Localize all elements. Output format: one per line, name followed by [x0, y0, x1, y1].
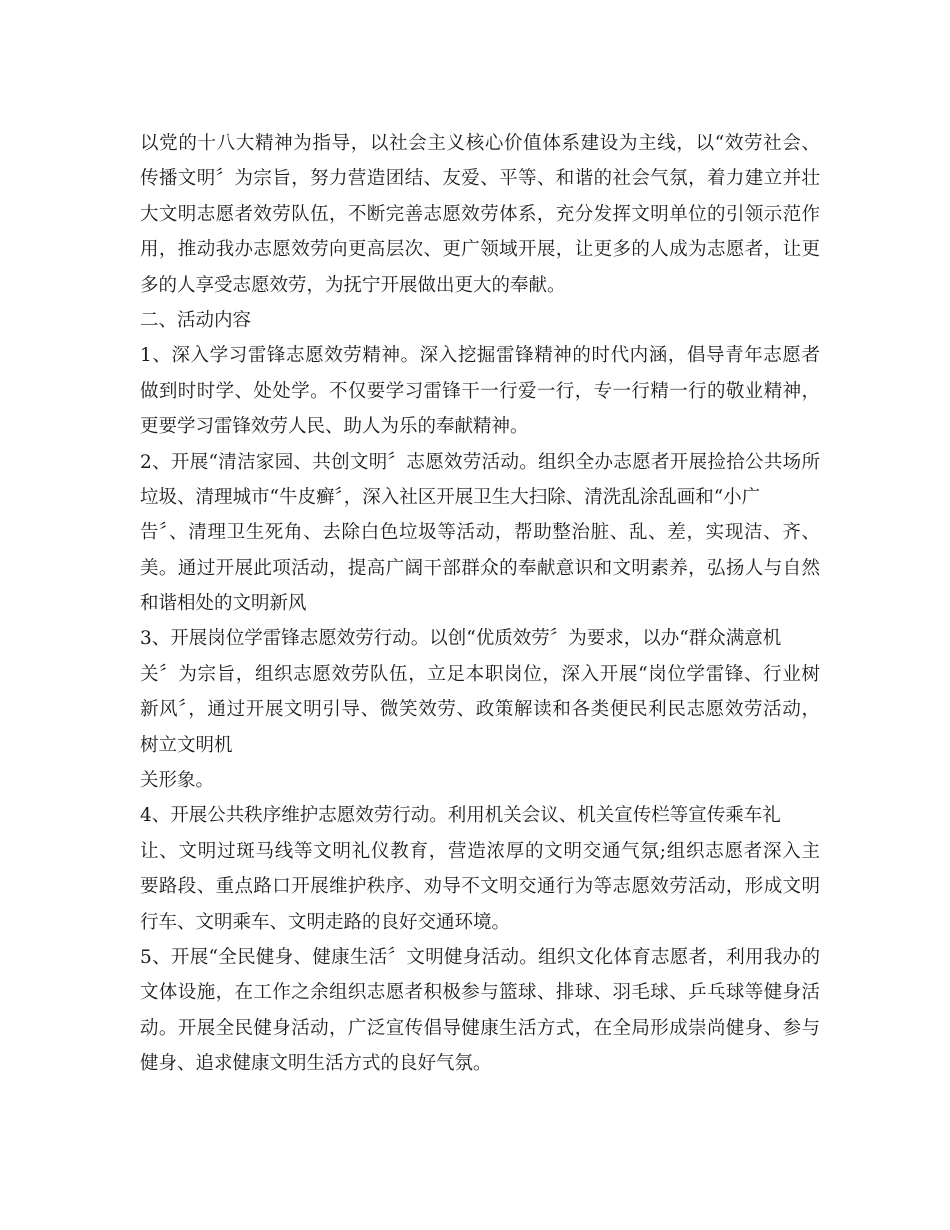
text-line: 1、深入学习雷锋志愿效劳精神。深入挖掘雷锋精神的时代内涵，倡导青年志愿者 — [140, 345, 820, 367]
document-body — [140, 126, 820, 1082]
text-line: 做到时时学、处处学。不仅要学习雷锋干一行爱一行，专一行精一行的敬业精神， — [140, 380, 820, 402]
text-line: 健身、追求健康文明生活方式的良好气氛。 — [140, 1053, 492, 1075]
text-line: 垃圾、清理城市“牛皮癣〞，深入社区开展卫生大扫除、清洗乱涂乱画和“小广 — [140, 486, 761, 508]
text-line: 要路段、重点路口开展维护秩序、劝导不文明交通行为等志愿效劳活动，形成文明 — [140, 876, 820, 898]
text-line: 用，推动我办志愿效劳向更高层次、更广领域开展，让更多的人成为志愿者，让更 — [140, 239, 820, 261]
text-line: 更要学习雷锋效劳人民、助人为乐的奉献精神。 — [140, 416, 529, 438]
text-line: 2、开展“清洁家园、共创文明〞志愿效劳活动。组织全办志愿者开展捡拾公共场所 — [140, 451, 820, 473]
text-line: 二、活动内容 — [140, 309, 252, 331]
text-line: 让、文明过斑马线等文明礼仪教育，营造浓厚的文明交通气氛;组织志愿者深入主 — [140, 840, 820, 862]
text-line: 行车、文明乘车、文明走路的良好交通环境。 — [140, 911, 511, 933]
text-line: 关〞为宗旨，组织志愿效劳队伍，立足本职岗位，深入开展“岗位学雷锋、行业树 — [140, 663, 820, 685]
text-line: 新风〞，通过开展文明引导、微笑效劳、政策解读和各类便民利民志愿效劳活动， — [140, 699, 820, 721]
text-line: 树立文明机 — [140, 734, 233, 756]
text-line: 告〞、清理卫生死角、去除白色垃圾等活动，帮助整治脏、乱、差，实现洁、齐、 — [140, 522, 820, 544]
text-line: 以党的十八大精神为指导，以社会主义核心价值体系建设为主线，以“效劳社会、 — [140, 133, 820, 154]
text-line: 5、开展“全民健身、健康生活〞文明健身活动。组织文化体育志愿者，利用我办的 — [140, 946, 820, 968]
text-line: 美。通过开展此项活动，提高广阔干部群众的奉献意识和文明素养，弘扬人与自然 — [140, 557, 820, 579]
text-line: 关形象。 — [140, 770, 215, 792]
text-line: 多的人享受志愿效劳，为抚宁开展做出更大的奉献。 — [140, 274, 566, 296]
text-line: 4、开展公共秩序维护志愿效劳行动。利用机关会议、机关宣传栏等宣传乘车礼 — [140, 805, 781, 827]
text-line: 传播文明〞为宗旨，努力营造团结、友爱、平等、和谐的社会气氛，着力建立并壮 — [140, 168, 820, 190]
text-line: 和谐相处的文明新风 — [140, 593, 307, 615]
text-line: 3、开展岗位学雷锋志愿效劳行动。以创“优质效劳〞为要求，以办“群众满意机 — [140, 628, 782, 650]
text-line: 文体设施，在工作之余组织志愿者积极参与篮球、排球、羽毛球、乒乓球等健身活 — [140, 982, 820, 1004]
text-line: 大文明志愿者效劳队伍，不断完善志愿效劳体系，充分发挥文明单位的引领示范作 — [140, 203, 820, 225]
text-line: 动。开展全民健身活动，广泛宣传倡导健康生活方式，在全局形成崇尚健身、参与 — [140, 1017, 820, 1039]
